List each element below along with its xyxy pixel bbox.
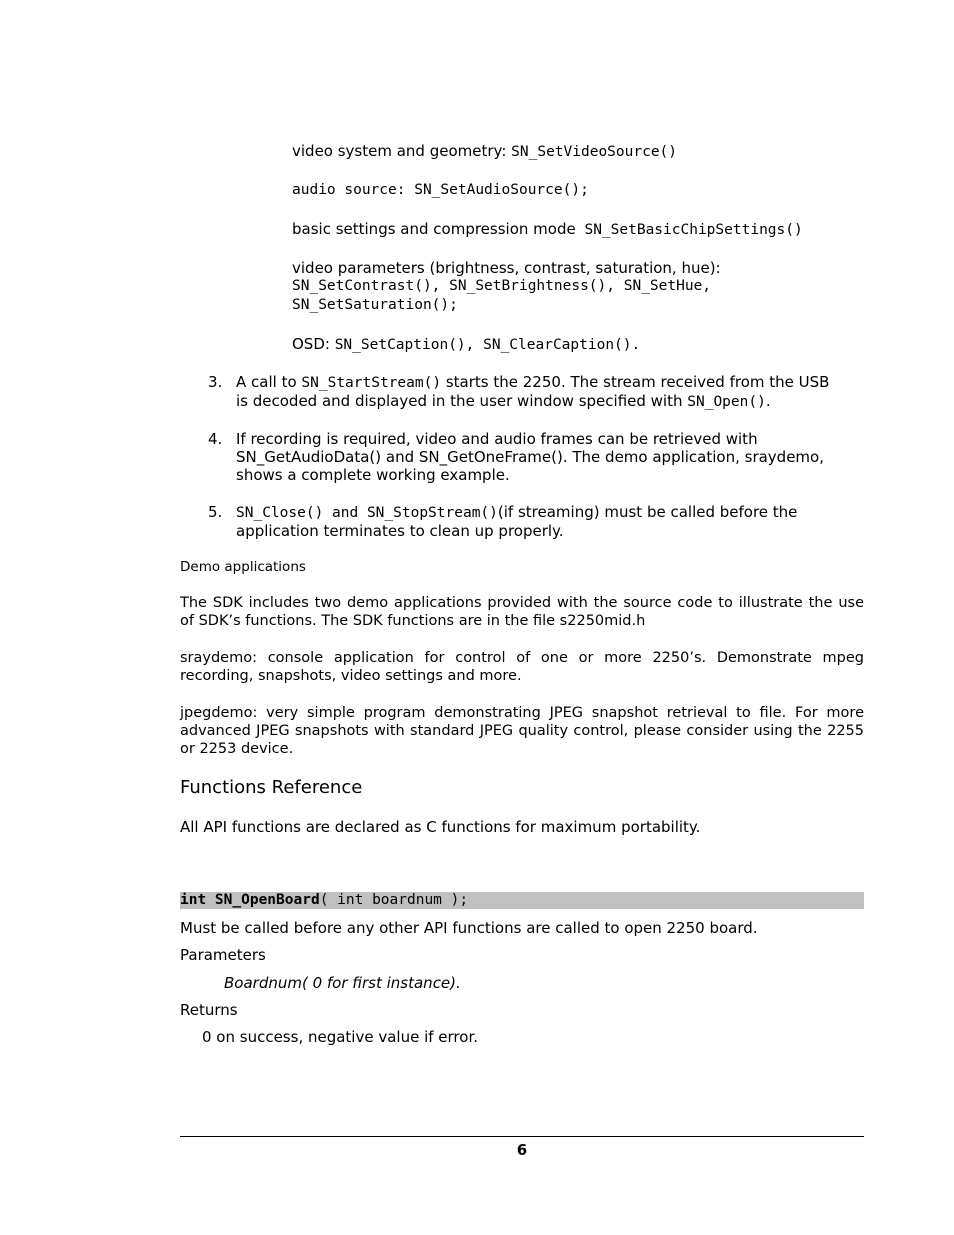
sublist-basic-settings [292, 220, 803, 239]
step-3-text-2: is decoded and displayed in the user window specified with [236, 392, 688, 410]
step-3-text-rest: starts the 2250. The stream received from the USB [441, 373, 830, 391]
demo-paragraph-1: The SDK includes two demo applications provided with the source code to illustrate the use of SDK’s functions. The SDK functions are in the file s2250mid.h [180, 595, 864, 629]
returns-value: 0 on success, negative value if error. [202, 1028, 479, 1046]
step-4-line-3: shows a complete working example. [236, 466, 510, 484]
function-signature-name: int SN_OpenBoard [180, 892, 320, 908]
step-5-line-1 [236, 503, 797, 522]
page-number: 6 [516, 1141, 528, 1159]
sublist-basic-settings-code: SN_SetBasicChipSettings() [584, 222, 803, 238]
demo-heading: Demo applications [180, 559, 306, 575]
sublist-osd-label: OSD: [292, 335, 335, 353]
step-4-number: 4. [208, 430, 223, 448]
step-3-text: A call to [236, 373, 302, 391]
step-3-code: SN_StartStream() [301, 375, 442, 391]
step-5-line-2: application terminates to clean up properly. [236, 522, 564, 540]
step-3-line-1 [236, 373, 829, 392]
step-5-number: 5. [208, 503, 223, 521]
step-3-line-2 [236, 392, 771, 411]
demo-paragraph-3: jpegdemo: very simple program demonstrating JPEG snapshot retrieval to file. For more advanced JPEG snapshots with standard JPEG quality control, please consider using the 2255 or 2253 device. [180, 705, 864, 757]
step-3-code-2: SN_Open() [687, 394, 766, 410]
sublist-osd [292, 335, 640, 354]
sublist-video-system-code: SN_SetVideoSource() [511, 144, 678, 160]
step-5-text-rest: (if streaming) must be called before the [497, 503, 798, 521]
sublist-video-params-code-1: SN_SetContrast(), SN_SetBrightness(), SN_SetHue, [292, 278, 712, 294]
sublist-video-system [292, 142, 677, 161]
footer-rule [180, 1136, 864, 1137]
step-5-code: SN_Close() and SN_StopStream() [236, 505, 498, 521]
step-4-line-2: SN_GetAudioData() and SN_GetOneFrame(). The demo application, sraydemo, [236, 448, 824, 466]
functions-heading: Functions Reference [180, 777, 363, 798]
step-3-text-2-rest: . [765, 392, 771, 410]
functions-intro: All API functions are declared as C functions for maximum portability. [180, 818, 701, 836]
function-description: Must be called before any other API functions are called to open 2250 board. [180, 919, 758, 937]
sublist-video-system-label: video system and geometry: [292, 142, 512, 160]
sublist-video-params-label: video parameters (brightness, contrast, saturation, hue): [292, 259, 721, 277]
parameter-boardnum-text: Boardnum( 0 for first instance). [224, 974, 461, 992]
function-signature [180, 892, 864, 909]
returns-label: Returns [180, 1001, 238, 1019]
demo-paragraph-2: sraydemo: console application for control of one or more 2250’s. Demonstrate mpeg recording, snapshots, video settings and more. [180, 650, 864, 684]
step-4-line-1: If recording is required, video and audio frames can be retrieved with [236, 430, 758, 448]
parameter-boardnum [224, 974, 461, 992]
parameters-label: Parameters [180, 946, 266, 964]
function-signature-args: ( int boardnum ); [319, 892, 469, 908]
step-3-number: 3. [208, 373, 223, 391]
sublist-osd-code: SN_SetCaption(), SN_ClearCaption(). [334, 337, 641, 353]
sublist-audio-source: audio source: SN_SetAudioSource(); [292, 182, 589, 198]
sublist-basic-settings-label: basic settings and compression mode [292, 220, 581, 238]
sublist-video-params-code-2: SN_SetSaturation(); [292, 297, 458, 313]
